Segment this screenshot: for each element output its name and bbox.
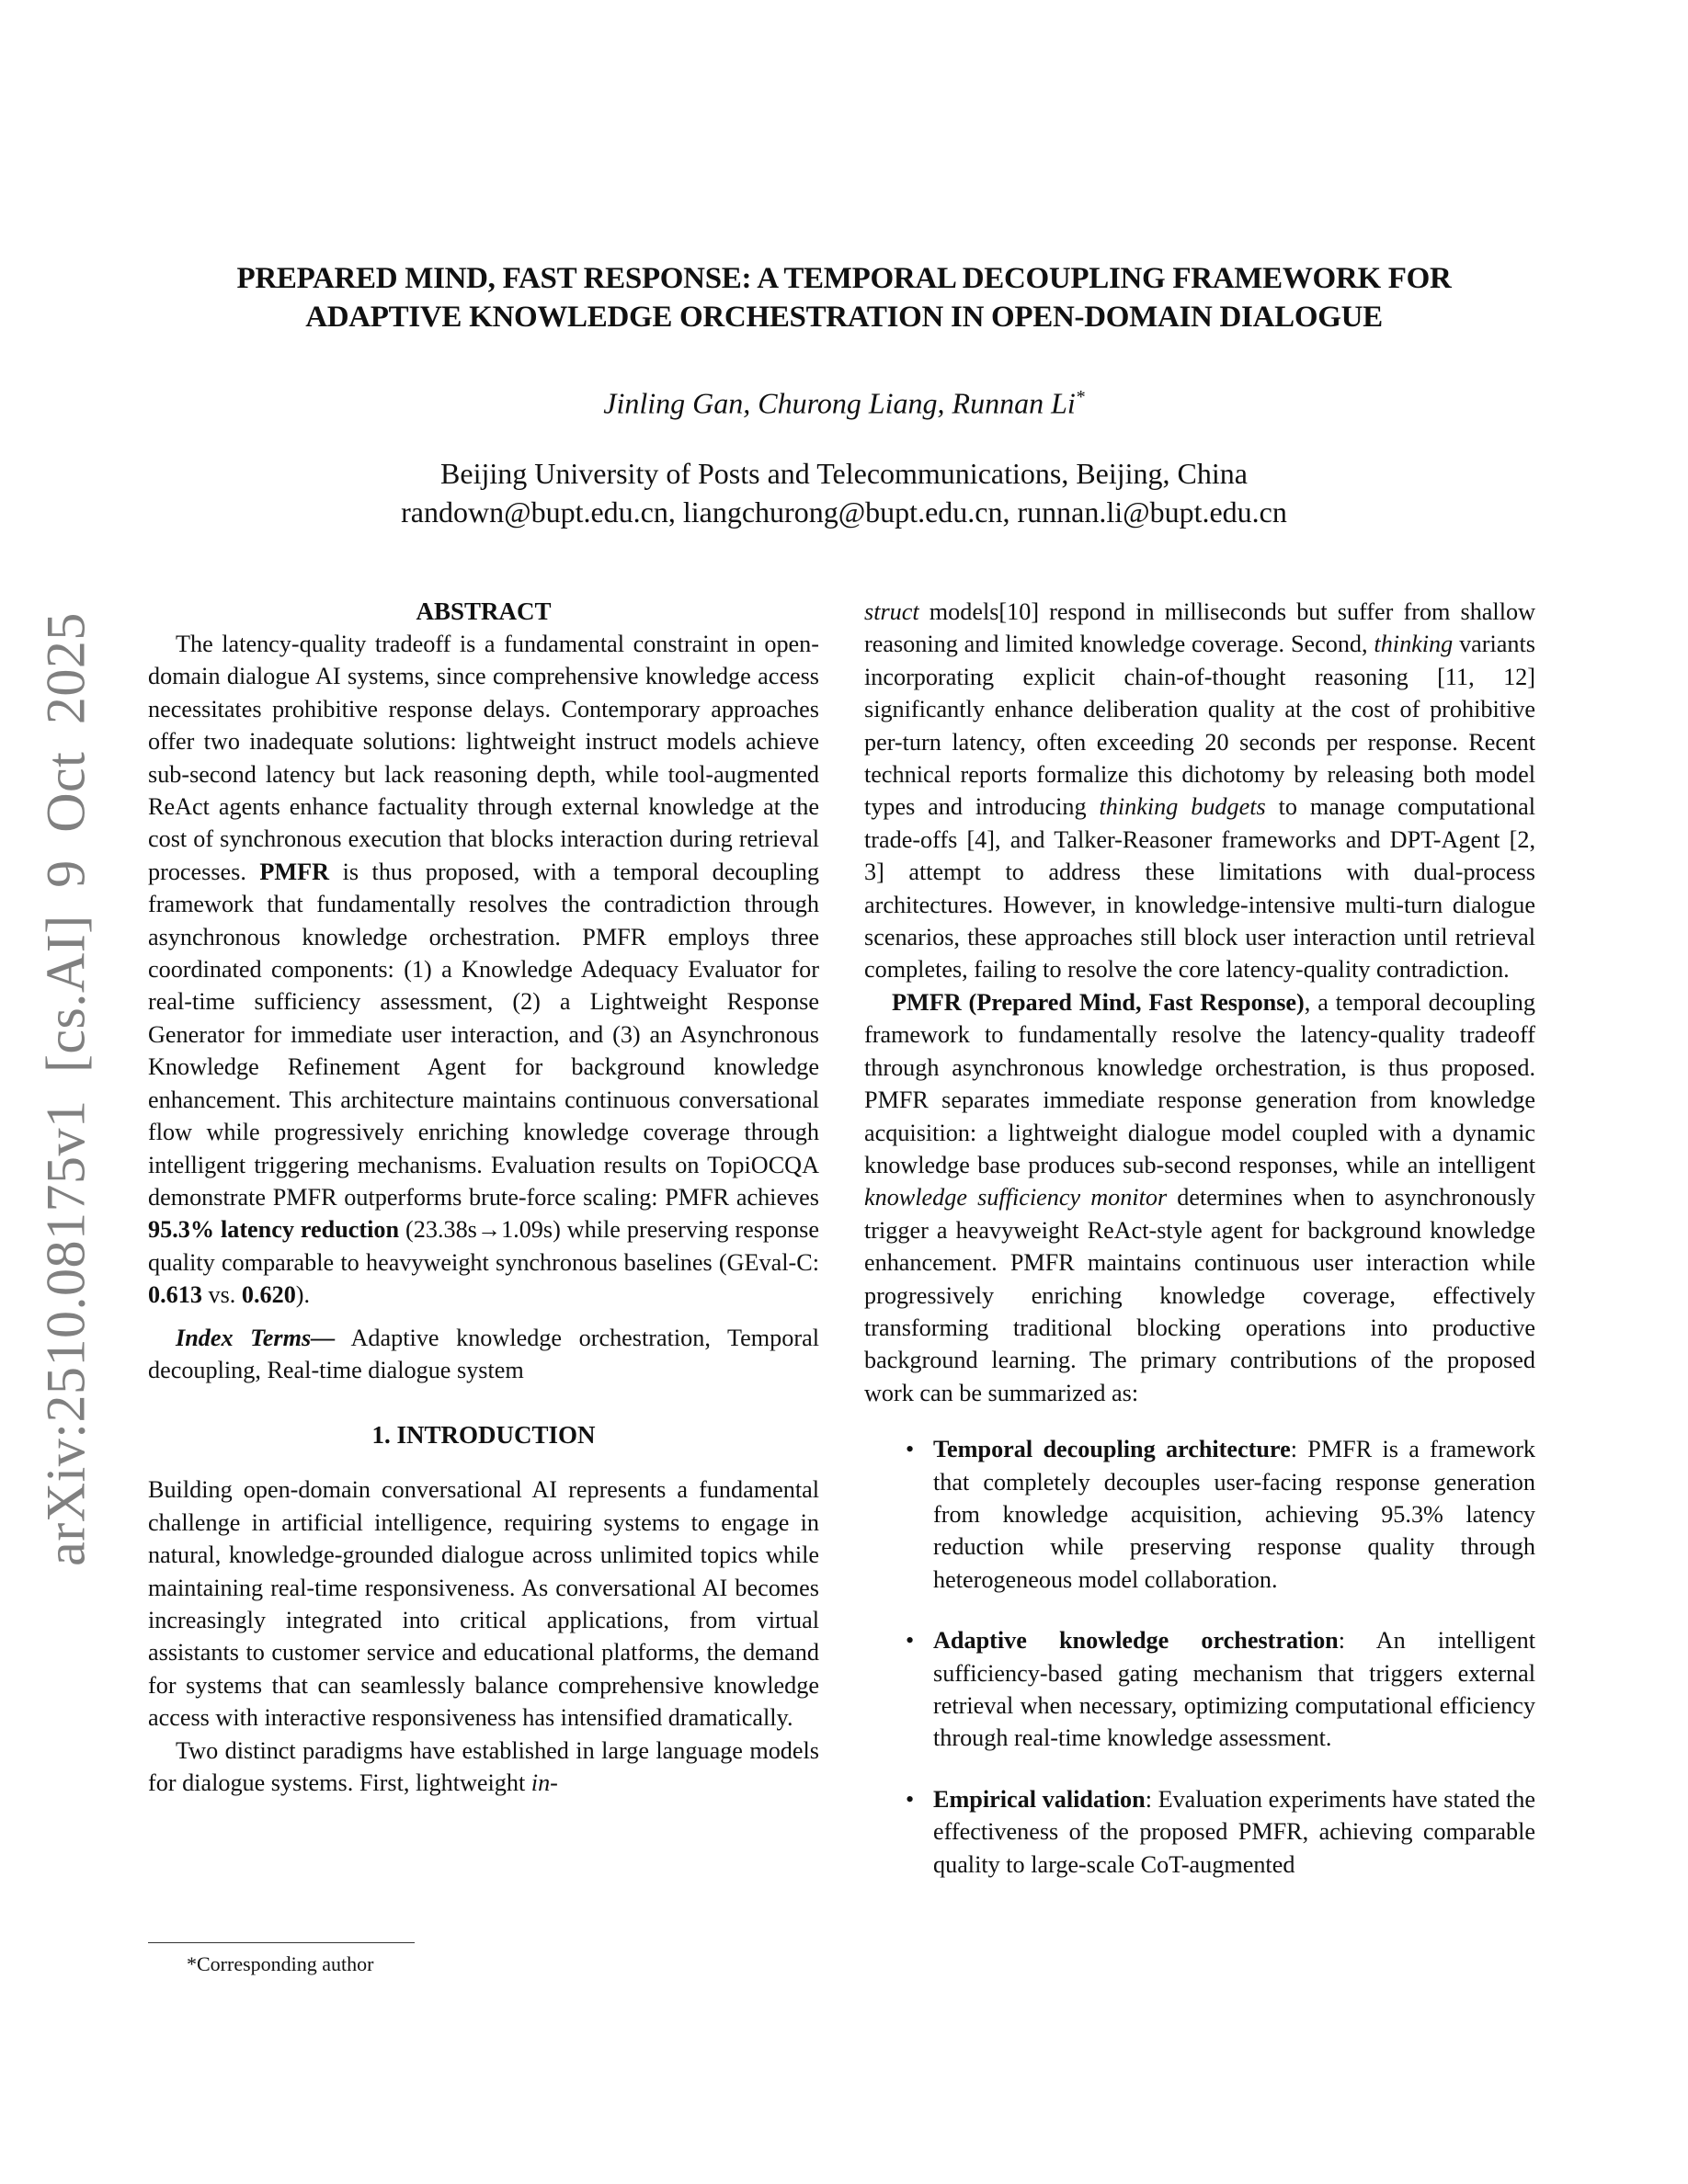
intro-p2-italic: in- bbox=[530, 1769, 558, 1796]
index-terms-text: Adaptive knowledge orchestration, Temporal decoupling, Real-time dialogue system bbox=[148, 1324, 819, 1383]
contribution-title: Temporal decoupling architecture bbox=[933, 1436, 1291, 1463]
abstract-pmfr-bold: PMFR bbox=[259, 858, 330, 885]
arxiv-stamp-text: arXiv:2510.08175v1 [cs.AI] 9 Oct 2025 bbox=[35, 612, 97, 1566]
index-terms-label: Index Terms— bbox=[176, 1324, 336, 1351]
footnote: *Corresponding author bbox=[187, 1952, 374, 1975]
instruct-italic: struct bbox=[864, 598, 919, 625]
corresponding-author-mark: * bbox=[1075, 387, 1085, 407]
affiliation-block bbox=[138, 454, 1550, 531]
title-line-1: PREPARED MIND, FAST RESPONSE: A TEMPORAL DECOUPLING FRAMEWORK FOR bbox=[236, 262, 1452, 295]
right-column bbox=[864, 596, 1535, 1909]
contribution-item bbox=[906, 1783, 1535, 1881]
author-emails: randown@bupt.edu.cn, liangchurong@bupt.edu.cn, runnan.li@bupt.edu.cn bbox=[401, 495, 1287, 529]
pmfr-name-bold: PMFR (Prepared Mind, Fast Response) bbox=[892, 988, 1305, 1016]
arxiv-identifier-stamp bbox=[35, 612, 97, 1566]
thinking-italic: thinking bbox=[1374, 631, 1454, 658]
introduction-heading: 1. INTRODUCTION bbox=[371, 1421, 596, 1450]
index-terms bbox=[148, 1322, 819, 1387]
footnote-divider bbox=[148, 1942, 415, 1943]
bullet-icon: • bbox=[906, 1627, 915, 1655]
abstract-body bbox=[148, 628, 819, 1312]
intro-p2-text-a: models[10] respond in milliseconds but suffer from shallow reasoning and limited knowledge coverage. Second, bbox=[864, 598, 1535, 658]
abstract-score-pmfr: 0.613 bbox=[148, 1281, 202, 1309]
contributions-list bbox=[864, 1433, 1535, 1881]
left-column bbox=[148, 596, 819, 1799]
contribution-item bbox=[906, 1624, 1535, 1755]
intro-p3-text-b: determines when to asynchronously trigger a heavyweight ReAct-style agent for background knowledge enhancement. PMFR maintains continuous user interaction while progressively enriching knowledge coverage, effectively transforming traditional blocking operations into productive background learning. The primary contributions of the proposed work can be summarized as: bbox=[864, 1184, 1536, 1406]
abstract-text-3: (23.38s→1.09s) while preserving response quality comparable to heavyweight synchronous baselines (GEval-C: bbox=[148, 1216, 819, 1276]
abstract-heading: ABSTRACT bbox=[416, 597, 552, 625]
contribution-title: Empirical validation bbox=[933, 1785, 1146, 1813]
abstract-score-baseline: 0.620 bbox=[241, 1281, 296, 1309]
abstract-text-2: is thus proposed, with a temporal decoupling framework that fundamentally resolves the contradiction through asynchronous knowledge orchestration. PMFR employs three coordinated components: (1) a Knowledge Adequacy Evaluator for real-time sufficiency assessment, (2) a Lightweight Response Generator for immediate user interaction, and (3) an Asynchronous Knowledge Refinement Agent for background knowledge enhancement. This architecture maintains continuous conversational flow while progressively enriching knowledge coverage through intelligent triggering mechanisms. Evaluation results on TopiOCQA demonstrate PMFR outperforms brute-force scaling: PMFR achieves bbox=[148, 858, 819, 1211]
abstract-vs: vs. bbox=[201, 1281, 242, 1309]
intro-paragraph-2 bbox=[148, 1735, 819, 1800]
abstract-text-1: The latency-quality tradeoff is a fundamental constraint in open-domain dialogue AI systems, since comprehensive knowledge access necessitates prohibitive response delays. Contemporary approaches offer two inadequate solutions: lightweight instruct models achieve sub-second latency but lack reasoning depth, while tool-augmented ReAct agents enhance factuality through external knowledge at the cost of synchronous execution that blocks interaction during retrieval processes. bbox=[148, 631, 819, 885]
affiliation: Beijing University of Posts and Telecommunications, Beijing, China bbox=[440, 457, 1248, 490]
contribution-item bbox=[906, 1433, 1536, 1596]
intro-paragraph-2-continued bbox=[864, 596, 1535, 986]
author-list bbox=[138, 379, 1550, 422]
contribution-text: : PMFR is a framework that completely decouples user-facing response generation from knowledge acquisition, achieving 95.3% latency reduction while preserving response quality through heterogeneous model collaboration. bbox=[933, 1436, 1536, 1593]
author-names: Jinling Gan, Churong Liang, Runnan Li bbox=[603, 386, 1076, 420]
abstract-text-4: ). bbox=[295, 1281, 311, 1309]
title-line-2: ADAPTIVE KNOWLEDGE ORCHESTRATION IN OPEN-DOMAIN DIALOGUE bbox=[305, 301, 1383, 334]
bullet-icon: • bbox=[906, 1785, 915, 1813]
contribution-title: Adaptive knowledge orchestration bbox=[933, 1627, 1339, 1655]
contribution-text: : Evaluation experiments have stated the effectiveness of the proposed PMFR, achieving comparable quality to large-scale CoT-augmented bbox=[933, 1785, 1535, 1878]
intro-paragraph-1: Building open-domain conversational AI represents a fundamental challenge in artificial intelligence, requiring systems to engage in natural, knowledge-grounded dialogue across unlimited topics while maintaining real-time responsiveness. As conversational AI becomes increasingly integrated into critical applications, from virtual assistants to customer service and educational platforms, the demand for systems that can seamlessly balance comprehensive knowledge access with interactive responsiveness has intensified dramatically. bbox=[148, 1476, 819, 1732]
thinking-budgets-italic: thinking budgets bbox=[1099, 793, 1266, 821]
intro-paragraph-3 bbox=[864, 986, 1535, 1409]
intro-p2-text-c: to manage computational trade-offs [4], and Talker-Reasoner frameworks and DPT-Agent [2, 3] attempt to address these limitations with dual-process architectures. However, in knowledge-intensive multi-turn dialogue scenarios, these approaches still block user interaction until retrieval completes, failing to resolve the core latency-quality contradiction. bbox=[864, 793, 1535, 984]
sufficiency-monitor-italic: knowledge sufficiency monitor bbox=[864, 1184, 1168, 1211]
abstract-latency-bold: 95.3% latency reduction bbox=[148, 1216, 400, 1244]
contribution-text: : An intelligent sufficiency-based gating mechanism that triggers external retrieval when necessary, optimizing computational efficiency through real-time knowledge assessment. bbox=[933, 1627, 1535, 1752]
bullet-icon: • bbox=[906, 1436, 915, 1463]
intro-p2-text-b: variants incorporating explicit chain-of-thought reasoning [11, 12] significantly enhance deliberation quality at the cost of prohibitive per-turn latency, often exceeding 20 seconds per response. Recent technical reports formalize this dichotomy by releasing both model types and introducing bbox=[864, 631, 1535, 821]
paper-title bbox=[138, 259, 1550, 336]
intro-p2-text: Two distinct paradigms have established in large language models for dialogue systems. First, lightweight bbox=[148, 1736, 819, 1796]
intro-p3-text-a: , a temporal decoupling framework to fundamentally resolve the latency-quality tradeoff through asynchronous knowledge orchestration, is thus proposed. PMFR separates immediate response generation from knowledge acquisition: a lightweight dialogue model coupled with a dynamic knowledge base produces sub-second responses, while an intelligent bbox=[864, 988, 1535, 1178]
